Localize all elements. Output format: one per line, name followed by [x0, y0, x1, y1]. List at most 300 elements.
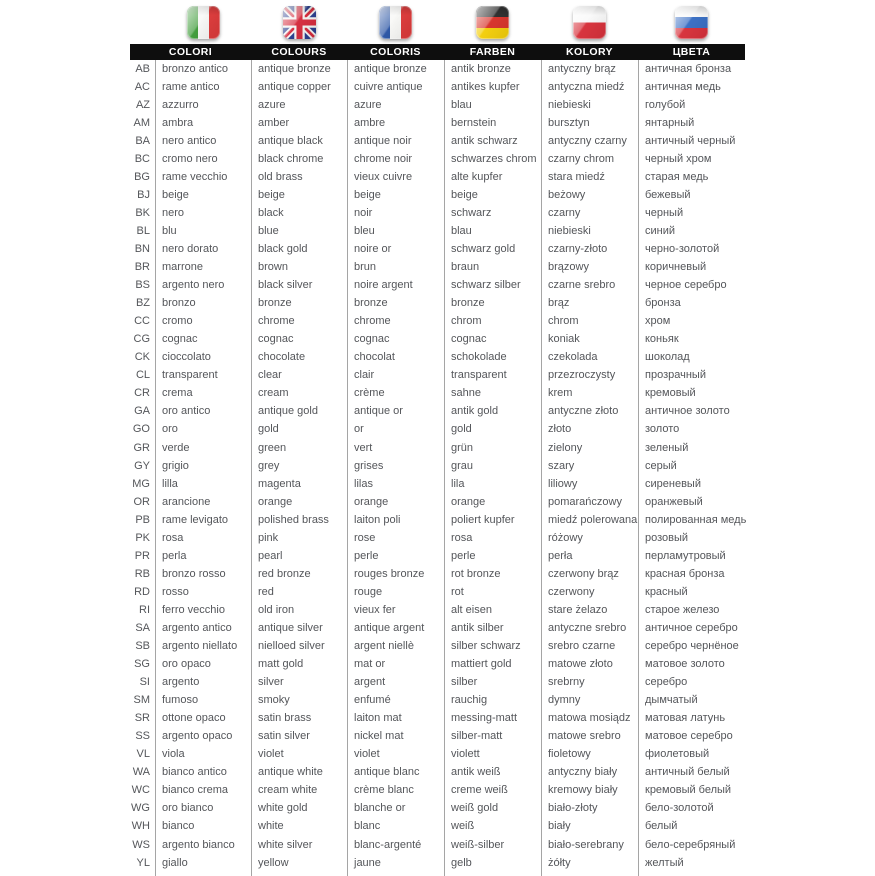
- russian-cell: золото: [638, 421, 745, 439]
- color-code-cell: YL: [136, 856, 150, 869]
- polish-cell: matowe złoto: [541, 656, 638, 674]
- french-cell: chocolat: [347, 349, 444, 367]
- french-cell: chrome noir: [347, 150, 444, 168]
- english-cell: amber: [251, 114, 347, 132]
- italian-cell: argento niellato: [155, 638, 251, 656]
- polish-cell: biało-złoty: [541, 800, 638, 818]
- german-cell: silber-matt: [444, 728, 541, 746]
- italian-cell: giallo: [155, 854, 251, 872]
- polish-cell: beżowy: [541, 186, 638, 204]
- german-cell: silber schwarz: [444, 638, 541, 656]
- column-header-russian: ЦВЕТА: [672, 46, 711, 58]
- french-cell: antique blanc: [347, 764, 444, 782]
- italian-cell: beige: [155, 186, 251, 204]
- german-cell: antik gold: [444, 403, 541, 421]
- italian-cell: bianco antico: [155, 764, 251, 782]
- french-cell: ambre: [347, 114, 444, 132]
- italian-cell: ferro vecchio: [155, 601, 251, 619]
- english-cell: red bronze: [251, 565, 347, 583]
- russian-cell: кремовый: [638, 385, 745, 403]
- russian-cell: прозрачный: [638, 367, 745, 385]
- italian-cell: bronzo: [155, 295, 251, 313]
- french-cell: cuivre antique: [347, 78, 444, 96]
- german-cell: weiß-silber: [444, 836, 541, 854]
- french-cell: clair: [347, 367, 444, 385]
- polish-cell: matowa mosiądz: [541, 710, 638, 728]
- german-cell: rot: [444, 583, 541, 601]
- russian-cell: оранжевый: [638, 493, 745, 511]
- color-code-cell: BK: [135, 206, 150, 219]
- italian-cell: azzurro: [155, 96, 251, 114]
- polish-cell: niebieski: [541, 96, 638, 114]
- russian-cell: красная бронза: [638, 565, 745, 583]
- russian-cell: янтарный: [638, 114, 745, 132]
- french-cell: crème blanc: [347, 782, 444, 800]
- english-cell: satin silver: [251, 728, 347, 746]
- color-code-cell: AZ: [135, 98, 150, 111]
- italian-cell: oro bianco: [155, 800, 251, 818]
- polish-cell: matowe srebro: [541, 728, 638, 746]
- russian-cell: желтый: [638, 854, 745, 872]
- flags-row: [130, 0, 745, 44]
- italian-cell: verde: [155, 439, 251, 457]
- english-cell: white silver: [251, 836, 347, 854]
- table-row: [130, 349, 745, 367]
- english-cell: antique silver: [251, 619, 347, 637]
- french-cell: chrome: [347, 313, 444, 331]
- french-cell: argent niellè: [347, 638, 444, 656]
- russian-cell: античная бронза: [638, 60, 745, 78]
- english-cell: cream: [251, 385, 347, 403]
- french-cell: beige: [347, 186, 444, 204]
- polish-cell: chrom: [541, 313, 638, 331]
- color-code-cell: BS: [135, 279, 150, 292]
- polish-cell: dymny: [541, 692, 638, 710]
- french-cell: antique argent: [347, 619, 444, 637]
- italian-cell: nero: [155, 204, 251, 222]
- color-code-cell: CL: [135, 369, 150, 382]
- color-code-cell: OR: [133, 495, 150, 508]
- russian-cell: коньяк: [638, 331, 745, 349]
- italian-cell: argento opaco: [155, 728, 251, 746]
- english-cell: clear: [251, 367, 347, 385]
- table-row: [130, 511, 745, 529]
- polish-cell: miedź polerowana: [541, 511, 638, 529]
- german-cell: schokolade: [444, 349, 541, 367]
- russian-cell: розовый: [638, 529, 745, 547]
- french-cell: blanc-argenté: [347, 836, 444, 854]
- german-cell: lila: [444, 475, 541, 493]
- russian-cell: перламутровый: [638, 547, 745, 565]
- german-cell: mattiert gold: [444, 656, 541, 674]
- color-code-cell: WA: [132, 766, 150, 779]
- german-cell: gelb: [444, 854, 541, 872]
- italian-cell: crema: [155, 385, 251, 403]
- german-cell: antikes kupfer: [444, 78, 541, 96]
- french-cell: or: [347, 421, 444, 439]
- german-cell: violett: [444, 746, 541, 764]
- color-code-cell: PK: [135, 531, 150, 544]
- table-row: [130, 710, 745, 728]
- italian-cell: ambra: [155, 114, 251, 132]
- german-cell: rot bronze: [444, 565, 541, 583]
- french-cell: perle: [347, 547, 444, 565]
- table-row: [130, 367, 745, 385]
- english-cell: pearl: [251, 547, 347, 565]
- russian-cell: серебро: [638, 674, 745, 692]
- table-row: [130, 854, 745, 872]
- russian-cell: красный: [638, 583, 745, 601]
- english-cell: white: [251, 818, 347, 836]
- french-cell: brun: [347, 259, 444, 277]
- column-header-french: COLORIS: [370, 46, 421, 58]
- table-row: [130, 601, 745, 619]
- italian-cell: bianco: [155, 818, 251, 836]
- russian-cell: бело-серебряный: [638, 836, 745, 854]
- poland-flag-icon: [573, 6, 606, 39]
- polish-cell: pomarańczowy: [541, 493, 638, 511]
- french-cell: cognac: [347, 331, 444, 349]
- italian-cell: viola: [155, 746, 251, 764]
- french-cell: lilas: [347, 475, 444, 493]
- polish-cell: fioletowy: [541, 746, 638, 764]
- color-code-cell: SM: [133, 694, 150, 707]
- italian-cell: bronzo antico: [155, 60, 251, 78]
- russian-cell: античный черный: [638, 132, 745, 150]
- color-code-cell: WG: [131, 802, 150, 815]
- english-cell: azure: [251, 96, 347, 114]
- russian-cell: бежевый: [638, 186, 745, 204]
- color-code-cell: MG: [132, 477, 150, 490]
- english-cell: antique bronze: [251, 60, 347, 78]
- french-cell: vieux fer: [347, 601, 444, 619]
- french-cell: laiton poli: [347, 511, 444, 529]
- english-cell: orange: [251, 493, 347, 511]
- table-row: [130, 692, 745, 710]
- french-cell: noire argent: [347, 277, 444, 295]
- italian-cell: perla: [155, 547, 251, 565]
- table-row: [130, 150, 745, 168]
- german-cell: rosa: [444, 529, 541, 547]
- polish-cell: srebro czarne: [541, 638, 638, 656]
- french-cell: crème: [347, 385, 444, 403]
- polish-cell: stare żelazo: [541, 601, 638, 619]
- german-cell: rauchig: [444, 692, 541, 710]
- french-cell: mat or: [347, 656, 444, 674]
- english-cell: antique black: [251, 132, 347, 150]
- russian-cell: античный белый: [638, 764, 745, 782]
- german-cell: bronze: [444, 295, 541, 313]
- color-code-cell: GO: [132, 423, 150, 436]
- french-cell: enfumé: [347, 692, 444, 710]
- color-code-cell: GY: [134, 459, 150, 472]
- table-row: [130, 800, 745, 818]
- table-header: [130, 44, 745, 60]
- russian-cell: бронза: [638, 295, 745, 313]
- russian-cell: старая медь: [638, 168, 745, 186]
- table-body: [130, 60, 745, 876]
- color-code-cell: BG: [134, 170, 150, 183]
- russian-cell: синий: [638, 222, 745, 240]
- english-cell: black silver: [251, 277, 347, 295]
- russian-cell: полированная медь: [638, 511, 745, 529]
- table-row: [130, 385, 745, 403]
- table-row: [130, 746, 745, 764]
- russian-cell: кремовый белый: [638, 782, 745, 800]
- table-row: [130, 728, 745, 746]
- russian-cell: матовое серебро: [638, 728, 745, 746]
- russian-cell: античная медь: [638, 78, 745, 96]
- english-cell: old brass: [251, 168, 347, 186]
- french-cell: grises: [347, 457, 444, 475]
- polish-cell: czarny: [541, 204, 638, 222]
- german-cell: schwarz gold: [444, 240, 541, 258]
- french-cell: antique bronze: [347, 60, 444, 78]
- france-flag-icon: [379, 6, 412, 39]
- english-cell: matt gold: [251, 656, 347, 674]
- polish-cell: czekolada: [541, 349, 638, 367]
- french-cell: noire or: [347, 240, 444, 258]
- color-code-cell: BZ: [135, 297, 150, 310]
- french-cell: argent: [347, 674, 444, 692]
- table-row: [130, 836, 745, 854]
- german-cell: grün: [444, 439, 541, 457]
- russian-cell: дымчатый: [638, 692, 745, 710]
- table-row: [130, 78, 745, 96]
- table-row: [130, 114, 745, 132]
- table-row: [130, 782, 745, 800]
- italian-cell: cromo: [155, 313, 251, 331]
- table-row: [130, 96, 745, 114]
- german-cell: antik bronze: [444, 60, 541, 78]
- color-translation-table: [130, 0, 745, 876]
- color-code-cell: WS: [132, 838, 150, 851]
- polish-cell: antyczne złoto: [541, 403, 638, 421]
- english-cell: antique gold: [251, 403, 347, 421]
- german-cell: sahne: [444, 385, 541, 403]
- english-cell: chocolate: [251, 349, 347, 367]
- color-code-cell: RI: [139, 603, 150, 616]
- russian-cell: сиреневый: [638, 475, 745, 493]
- english-cell: green: [251, 439, 347, 457]
- english-cell: yellow: [251, 854, 347, 872]
- table-row: [130, 457, 745, 475]
- polish-cell: czarne srebro: [541, 277, 638, 295]
- russian-cell: фиолетовый: [638, 746, 745, 764]
- polish-cell: czerwony: [541, 583, 638, 601]
- english-cell: black: [251, 204, 347, 222]
- english-cell: pink: [251, 529, 347, 547]
- table-row: [130, 583, 745, 601]
- french-cell: rouges bronze: [347, 565, 444, 583]
- polish-cell: biały: [541, 818, 638, 836]
- italy-flag-icon: [187, 6, 220, 39]
- german-cell: orange: [444, 493, 541, 511]
- polish-cell: niebieski: [541, 222, 638, 240]
- german-cell: alt eisen: [444, 601, 541, 619]
- polish-cell: brąz: [541, 295, 638, 313]
- russian-cell: коричневый: [638, 259, 745, 277]
- french-cell: laiton mat: [347, 710, 444, 728]
- russia-flag-icon: [675, 6, 708, 39]
- italian-cell: lilla: [155, 475, 251, 493]
- french-cell: bronze: [347, 295, 444, 313]
- german-cell: weiß gold: [444, 800, 541, 818]
- italian-cell: argento: [155, 674, 251, 692]
- table-row: [130, 204, 745, 222]
- polish-cell: szary: [541, 457, 638, 475]
- table-row: [130, 240, 745, 258]
- color-code-cell: BJ: [137, 188, 150, 201]
- color-code-cell: SS: [135, 730, 150, 743]
- color-code-cell: WC: [131, 784, 150, 797]
- color-code-cell: SA: [135, 621, 150, 634]
- table-row: [130, 674, 745, 692]
- french-cell: blanc: [347, 818, 444, 836]
- italian-cell: oro: [155, 421, 251, 439]
- italian-cell: grigio: [155, 457, 251, 475]
- english-cell: cognac: [251, 331, 347, 349]
- russian-cell: черное серебро: [638, 277, 745, 295]
- color-code-cell: SI: [139, 676, 150, 689]
- polish-cell: czarny-złoto: [541, 240, 638, 258]
- italian-cell: argento antico: [155, 619, 251, 637]
- russian-cell: матовая латунь: [638, 710, 745, 728]
- table-row: [130, 421, 745, 439]
- english-cell: antique copper: [251, 78, 347, 96]
- german-cell: gold: [444, 421, 541, 439]
- italian-cell: arancione: [155, 493, 251, 511]
- english-cell: nielloed silver: [251, 638, 347, 656]
- english-cell: red: [251, 583, 347, 601]
- polish-cell: antyczne srebro: [541, 619, 638, 637]
- italian-cell: nero antico: [155, 132, 251, 150]
- german-cell: braun: [444, 259, 541, 277]
- color-code-cell: CG: [133, 333, 150, 346]
- color-code-cell: GR: [133, 441, 150, 454]
- flags-row-spacer: [130, 6, 155, 44]
- color-code-cell: BL: [136, 224, 150, 237]
- german-cell: weiß: [444, 818, 541, 836]
- italian-cell: rame levigato: [155, 511, 251, 529]
- italian-cell: blu: [155, 222, 251, 240]
- polish-cell: antyczny czarny: [541, 132, 638, 150]
- table-row: [130, 656, 745, 674]
- polish-cell: brązowy: [541, 259, 638, 277]
- german-cell: beige: [444, 186, 541, 204]
- english-cell: satin brass: [251, 710, 347, 728]
- color-code-cell: BR: [134, 261, 150, 274]
- table-row: [130, 818, 745, 836]
- english-cell: antique white: [251, 764, 347, 782]
- english-cell: black chrome: [251, 150, 347, 168]
- table-row: [130, 132, 745, 150]
- german-cell: alte kupfer: [444, 168, 541, 186]
- italian-cell: oro opaco: [155, 656, 251, 674]
- french-cell: vert: [347, 439, 444, 457]
- italian-cell: nero dorato: [155, 240, 251, 258]
- polish-cell: złoto: [541, 421, 638, 439]
- table-row: [130, 547, 745, 565]
- table-row: [130, 764, 745, 782]
- french-cell: noir: [347, 204, 444, 222]
- color-code-cell: SR: [134, 712, 150, 725]
- column-header-german: FARBEN: [469, 46, 516, 58]
- english-cell: smoky: [251, 692, 347, 710]
- french-cell: antique or: [347, 403, 444, 421]
- english-cell: magenta: [251, 475, 347, 493]
- color-code-cell: VL: [136, 748, 150, 761]
- italian-cell: rosa: [155, 529, 251, 547]
- italian-cell: fumoso: [155, 692, 251, 710]
- english-cell: chrome: [251, 313, 347, 331]
- polish-cell: różowy: [541, 529, 638, 547]
- color-code-cell: RD: [134, 585, 150, 598]
- table-row: [130, 439, 745, 457]
- russian-cell: серый: [638, 457, 745, 475]
- table-row: [130, 619, 745, 637]
- italian-cell: ottone opaco: [155, 710, 251, 728]
- color-code-cell: CK: [134, 351, 150, 364]
- russian-cell: античное серебро: [638, 619, 745, 637]
- german-cell: transparent: [444, 367, 541, 385]
- table-row: [130, 60, 745, 78]
- russian-cell: белый: [638, 818, 745, 836]
- german-cell: blau: [444, 222, 541, 240]
- german-cell: perle: [444, 547, 541, 565]
- color-code-cell: SG: [134, 658, 150, 671]
- english-cell: bronze: [251, 295, 347, 313]
- table-row: [130, 313, 745, 331]
- column-header-italian: COLORI: [168, 46, 213, 58]
- russian-cell: бело-золотой: [638, 800, 745, 818]
- russian-cell: матовое золото: [638, 656, 745, 674]
- french-cell: violet: [347, 746, 444, 764]
- russian-cell: черный хром: [638, 150, 745, 168]
- table-row: [130, 493, 745, 511]
- italian-cell: rame vecchio: [155, 168, 251, 186]
- english-cell: grey: [251, 457, 347, 475]
- table-row: [130, 277, 745, 295]
- color-code-cell: PB: [135, 513, 150, 526]
- russian-cell: шоколад: [638, 349, 745, 367]
- italian-cell: cromo nero: [155, 150, 251, 168]
- polish-cell: żółty: [541, 854, 638, 872]
- italian-cell: oro antico: [155, 403, 251, 421]
- color-code-cell: AM: [133, 116, 150, 129]
- italian-cell: argento bianco: [155, 836, 251, 854]
- table-row: [130, 565, 745, 583]
- color-code-cell: SB: [135, 640, 150, 653]
- table-row: [130, 475, 745, 493]
- italian-cell: rosso: [155, 583, 251, 601]
- color-code-cell: AB: [135, 62, 150, 75]
- english-cell: gold: [251, 421, 347, 439]
- english-cell: silver: [251, 674, 347, 692]
- polish-cell: czerwony brąz: [541, 565, 638, 583]
- color-code-cell: BA: [135, 134, 150, 147]
- russian-cell: серебро чернёное: [638, 638, 745, 656]
- color-code-cell: BC: [134, 152, 150, 165]
- russian-cell: черный: [638, 204, 745, 222]
- french-cell: orange: [347, 493, 444, 511]
- english-cell: black gold: [251, 240, 347, 258]
- table-row: [130, 638, 745, 656]
- polish-cell: czarny chrom: [541, 150, 638, 168]
- color-code-cell: BN: [134, 242, 150, 255]
- french-cell: bleu: [347, 222, 444, 240]
- german-cell: schwarz silber: [444, 277, 541, 295]
